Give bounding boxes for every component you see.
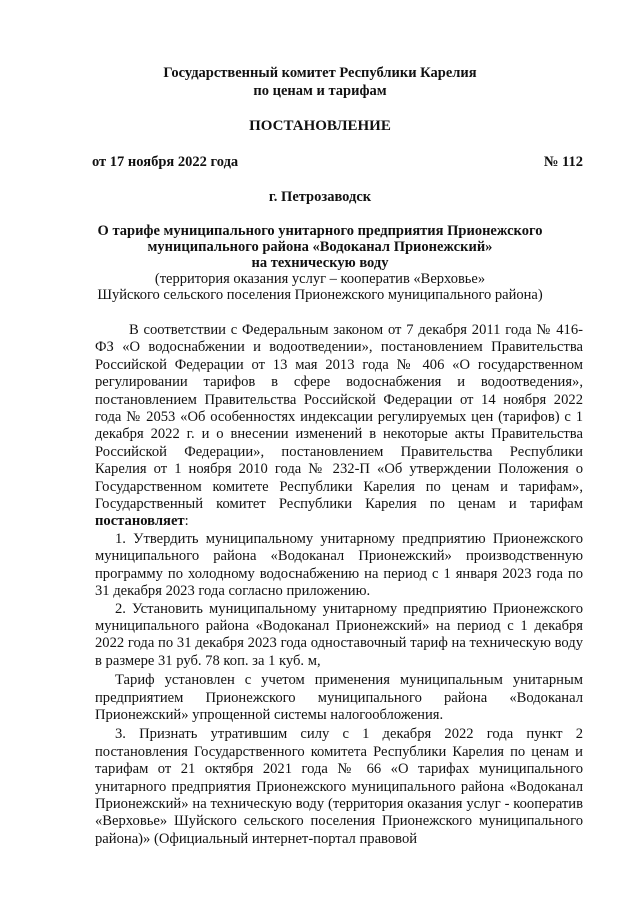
- document-date: от 17 ноября 2022 года: [92, 154, 239, 170]
- tariff-note-paragraph: Тариф установлен с учетом применения муниципальным унитарным предприятием Прионежского муниципального района «Водоканал Прионежский» упрощенной системы налогообложения.: [95, 672, 583, 723]
- resolves-word: постановляет: [95, 513, 185, 530]
- document-subtitle-line2: Шуйского сельского поселения Прионежского муниципального района): [97, 287, 543, 303]
- document-number: № 112: [543, 154, 583, 170]
- document-city: г. Петрозаводск: [268, 189, 372, 205]
- item-3-paragraph: 3. Признать утратившим силу с 1 декабря 2022 года пункт 2 постановления Государственного комитета Республики Карелия по ценам и тарифам от 21 октября 2021 года № 66 «О тарифах муниципального унитарного предприятия Прионежского муниципального района «Водоканал Прионежский» на техническую воду (территория оказания услуг - кооператив «Верховье» Шуйского сельского поселения Прионежского муниципального района)» (Официальный интернет-портал правовой: [95, 726, 583, 847]
- date-number-row: [92, 153, 583, 171]
- issuer-name: Государственный комитет Республики Карелия: [163, 65, 477, 81]
- document-type: ПОСТАНОВЛЕНИЕ: [249, 118, 391, 134]
- issuer-name-line2: по ценам и тарифам: [253, 83, 387, 99]
- intro-paragraph: [95, 322, 583, 531]
- item-1-paragraph: 1. Утвердить муниципальному унитарному предприятию Прионежского муниципального района «Водоканал Прионежский» производственную программу по холодному водоснабжению на период с 1 января 2023 года по 31 декабря 2023 года согласно приложению.: [95, 530, 583, 600]
- document-title-line2: муниципального района «Водоканал Прионежский»: [147, 239, 493, 255]
- document-title-line3: на техническую воду: [251, 255, 389, 271]
- intro-text: В соответствии с Федеральным законом от 7 декабря 2011 года № 416-ФЗ «О водоснабжении и водоотведении», постановлением Правительства Российской Федерации от 13 мая 2013 года № 406 «О государственном регулировании тарифов в сфере водоснабжения и водоотведения», постановлением Правительства Российской Федерации от 14 ноября 2022 года № 2053 «Об особенностях индексации регулируемых цен (тарифов) с 1 декабря 2022 г. и о внесении изменений в некоторые акты Правительства Российской Федерации», постановлением Правительства Республики Карелия от 1 ноября 2010 года № 232-П «Об утверждении Положения о Государственном комитете Республики Карелия по ценам и тарифам», Государственный комитет Республики Карелия по ценам и тарифам: [95, 322, 583, 513]
- document-subtitle-line1: (территория оказания услуг – кооператив «Верховье»: [154, 271, 486, 287]
- document-title-line1: О тарифе муниципального унитарного предприятия Прионежского: [97, 223, 543, 239]
- document-body: [95, 322, 583, 848]
- item-2-paragraph: 2. Установить муниципальному унитарному предприятию Прионежского муниципального района «Водоканал Прионежский» на период с 1 декабря 2022 года по 31 декабря 2023 года одноставочный тариф на техническую воду в размере 31 руб. 78 коп. за 1 куб. м,: [95, 600, 583, 669]
- intro-colon: :: [184, 513, 189, 530]
